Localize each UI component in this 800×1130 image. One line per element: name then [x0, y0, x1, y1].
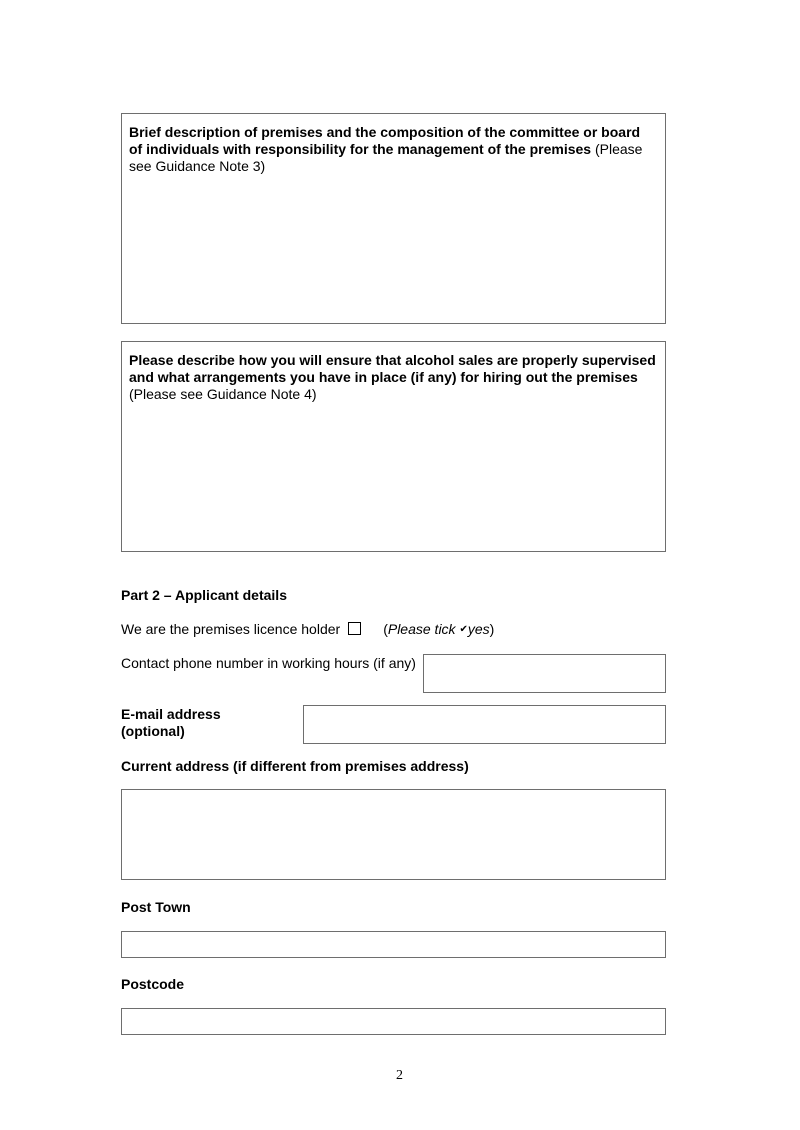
post-town-label: Post Town	[121, 899, 191, 915]
licence-holder-checkbox[interactable]	[348, 622, 361, 635]
tick-close-paren: )	[489, 621, 495, 637]
current-address-field[interactable]	[121, 789, 666, 880]
premises-description-box[interactable]	[121, 113, 666, 324]
alcohol-supervision-label	[122, 342, 665, 403]
licence-holder-row	[121, 621, 494, 638]
premises-description-label	[122, 114, 665, 175]
postcode-label: Postcode	[121, 976, 185, 992]
phone-field[interactable]	[423, 654, 666, 693]
tick-yes: yes	[467, 621, 490, 637]
premises-description-heading: Brief description of premises and the composition of the committee or board of individuals with responsibility for the management of the premises	[129, 124, 641, 157]
current-address-label: Current address (if different from premises address)	[121, 758, 469, 774]
postcode-field[interactable]	[121, 1008, 666, 1035]
tick-mark-icon: ✔	[459, 624, 468, 635]
post-town-field[interactable]	[121, 931, 666, 958]
alcohol-supervision-heading: Please describe how you will ensure that alcohol sales are properly supervised and what arrangements you have in place (if any) for hiring out the premises	[129, 352, 656, 385]
premises-description-note: (Please see Guidance Note 3)	[129, 141, 643, 174]
page-number: 2	[396, 1068, 403, 1083]
part2-heading: Part 2 – Applicant details	[121, 587, 287, 603]
alcohol-supervision-note: (Please see Guidance Note 4)	[129, 386, 317, 402]
alcohol-supervision-box[interactable]	[121, 341, 666, 552]
licence-holder-label: We are the premises licence holder	[121, 621, 341, 637]
email-field[interactable]	[303, 705, 666, 744]
tick-open-paren: (	[383, 621, 388, 637]
tick-instruction: Please tick	[387, 621, 456, 637]
phone-label: Contact phone number in working hours (if any)	[121, 655, 416, 671]
email-label: E-mail address (optional)	[121, 706, 221, 739]
